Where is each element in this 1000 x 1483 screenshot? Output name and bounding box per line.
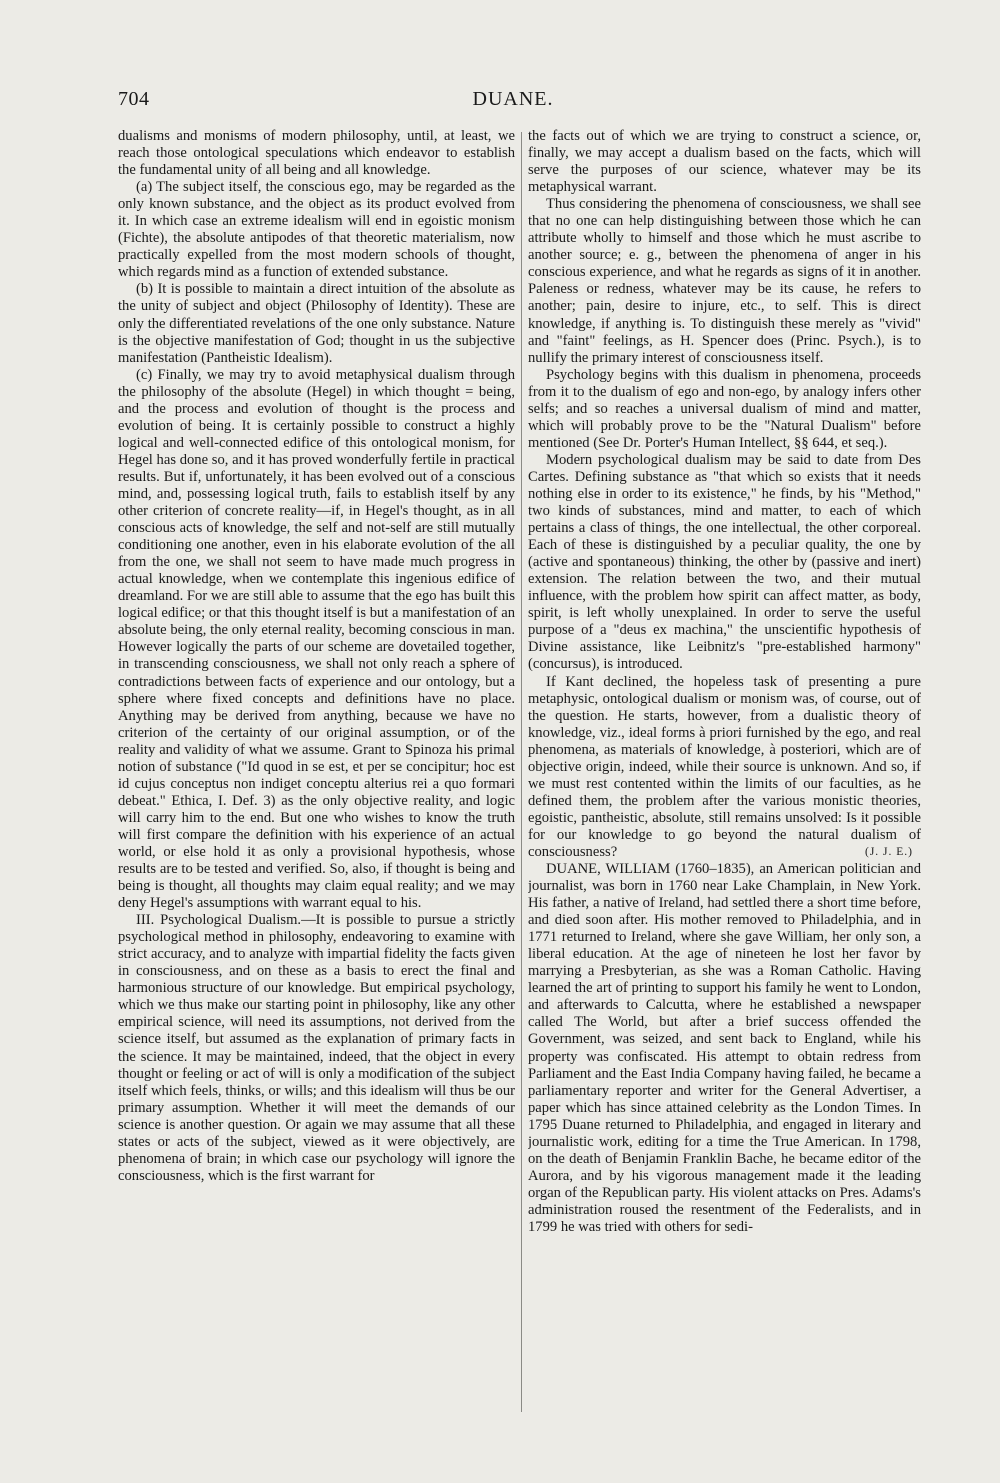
paragraph <box>528 674 921 862</box>
left-column <box>118 128 515 1413</box>
paragraph: Psychology begins with this dualism in phenomena, proceeds from it to the dualism of ego and non-ego, by analogy infers other selfs; and so reaches a universal dualism of mind and matter, which will probably prove to be the "Natural Dualism" before mentioned (See Dr. Porter's Human Intellect, §§ 644, et seq.). <box>528 366 921 451</box>
paragraph: (c) Finally, we may try to avoid metaphysical dualism through the philosophy of the absolute (Hegel) in which thought = being, and the process and evolution of thought is the process and evolution of being. It is certainly possible to construct a highly logical and well-connected edifice of this ontological monism, for Hegel has done so, and it has proved wonderfully fertile in practical results. But if, unfortunately, it has been evolved out of a conscious mind, and, possessing logical truth, fails to establish itself by any other criterion of concrete reality—if, in Hegel's thought, as in all conscious acts of knowledge, the self and not-self are still mutually conditioning one another, even in his elaborate evolution of the all from the one, we shall not seem to have made much progress in actual knowledge, when we contemplate this ingenious edifice of dreamland. For we are still able to assume that the ego has built this logical edifice; or that this thought itself is but a manifestation of an absolute being, the only eternal reality, becoming conscious in man. However logically the parts of our scheme are dovetailed together, in transcending consciousness, we shall not only reach a sphere of contradictions between facts of experience and our ontology, but a sphere where fixed concepts and definitions have no place. Anything may be derived from anything, because we have no criterion of the certainty of our original assumption, or of the reality and validity of what we assume. Grant to Spinoza his primal notion of substance ("Id quod in se est, et per se concipitur; hoc est id cujus conceptus non indiget conceptu alterius rei a quo formari debeat." Ethica, I. Def. 3) as the only objective reality, and logic will carry him to the end. But one who wishes to know the truth will first compare the definition with his experience of an actual world, or else hold it as only a provisional hypothesis, whose results are to be tested and verified. So, also, if thought is being and being is thought, all thoughts may claim equal reality; and we may deny Hegel's assumptions with warrant equal to his. <box>118 366 515 912</box>
paragraph: the facts out of which we are trying to construct a science, or, finally, we may accept a dualism based on the facts, which will serve the purposes of our science, whatever may be its metaphysical warrant. <box>528 128 921 196</box>
paragraph: (b) It is possible to maintain a direct intuition of the absolute as the unity of subject and object (Philosophy of Identity). These are only the differentiated revelations of the one only substance. Nature is the objective manifestation of God; thought in us the subjective manifestation (Pantheistic Idealism). <box>118 281 515 366</box>
running-head: DUANE. <box>472 88 554 110</box>
right-column <box>528 128 921 1413</box>
page-number: 704 <box>118 88 150 110</box>
paragraph: Modern psychological dualism may be said to date from Des Cartes. Defining substance as "that which so exists that it needs nothing else in order to its existence," he finds, by his "Method," two kinds of substances, mind and matter, to each of which pertains a class of things, the one intellectual, the other corporeal. Each of these is distinguished by a peculiar quality, the one by (active and spontaneous) thinking, the other by (passive and inert) extension. The relation between the two, and their mutual influence, with the problem how spirit can affect matter, as body, spirit, is left wholly unexplained. In order to serve the useful purpose of a "deus ex machina," the unscientific hypothesis of Divine assistance, like Leibnitz's "pre-established harmony" (concursus), is introduced. <box>528 451 921 673</box>
paragraph-text: If Kant declined, the hopeless task of presenting a pure metaphysic, ontological dualism or monism was, of course, out of the question. He starts, however, from a dualistic theory of knowledge, viz., ideal forms à priori furnished by the ego, and real phenomena, as materials of knowledge, à posteriori, which are of objective origin, indeed, while their source is unknown. And so, if we must rest contented within the limits of our faculties, as he defined them, the problem after the various monistic theories, egoistic, pantheistic, absolute, still remains unsolved: Is it possible for our knowledge to go beyond the natural dualism of consciousness? <box>528 673 921 860</box>
paragraph: (a) The subject itself, the conscious ego, may be regarded as the only known substance, and the object as its product evolved from it. In which case an extreme idealism will end in egoistic monism (Fichte), the absolute antipodes of that theoretic materialism, now practically expelled from the most modern schools of thought, which regards mind as a function of extended substance. <box>118 179 515 281</box>
paragraph: Thus considering the phenomena of consciousness, we shall see that no one can help distinguishing between those which he can attribute wholly to himself and those which he must ascribe to another source; e. g., between the phenomena of anger in his conscious experience, and what he regards as signs of it in another. Paleness or redness, whatever may be its cause, he refers to another; pain, desire to injure, etc., to self. This is direct knowledge, if anything is. To distinguish these merely as "vivid" and "faint" feelings, as H. Spencer does (Princ. Psych.), is to nullify the primary interest of consciousness itself. <box>528 196 921 366</box>
paragraph: DUANE, WILLIAM (1760–1835), an American politician and journalist, was born in 1760 near Lake Champlain, in New York. His father, a native of Ireland, had settled there a short time before, and died soon after. His mother removed to Philadelphia, and in 1771 returned to Ireland, where she gave William, her only son, a liberal education. At the age of nineteen he lost her favor by marrying a Presbyterian, as she was a Roman Catholic. Having learned the art of printing to support his family he went to London, and afterwards to Calcutta, where he established a newspaper called The World, but after a brief success offended the Government, was seized, and sent back to England, while his property was confiscated. His attempt to obtain redress from Parliament and the East India Company having failed, he became a parliamentary reporter and writer for the General Advertiser, a paper which has since attained celebrity as the London Times. In 1795 Duane returned to Philadelphia, and engaged in literary and journalistic work, editing for a time the True American. In 1798, on the death of Benjamin Franklin Bache, he became editor of the Aurora, and by his vigorous management made it the leading organ of the Republican party. His violent attacks on Pres. Adams's administration roused the resentment of the Federalists, and in 1799 he was tried with others for sedi- <box>528 861 921 1235</box>
column-divider <box>521 132 522 1412</box>
paragraph: dualisms and monisms of modern philosophy, until, at least, we reach those ontological speculations which endeavor to establish the fundamental unity of all being and all knowledge. <box>118 128 515 179</box>
paragraph: III. Psychological Dualism.—It is possible to pursue a strictly psychological method in philosophy, endeavoring to examine with strict accuracy, and to analyze with impartial fidelity the facts given in consciousness, and on these as a basis to erect the final and harmonious structure of our knowledge. But empirical psychology, which we thus make our starting point in philosophy, like any other empirical science, will need its assumptions, not derived from the science itself, but assumed as the explanation of primary facts in the science. It may be maintained, indeed, that the object in every thought or feeling or act of will is only a modification of the subject itself which feels, thinks, or wills; and this idealism will thus be our primary assumption. Whether it will meet the demands of our science is another question. Or again we may assume that all these states or acts of the subject, viewed as it were objectively, are phenomena of brain; in which case our psychology will ignore the consciousness, which is the first warrant for <box>118 912 515 1184</box>
page-header <box>118 88 908 118</box>
author-signature: (J. J. E.) <box>864 845 913 858</box>
